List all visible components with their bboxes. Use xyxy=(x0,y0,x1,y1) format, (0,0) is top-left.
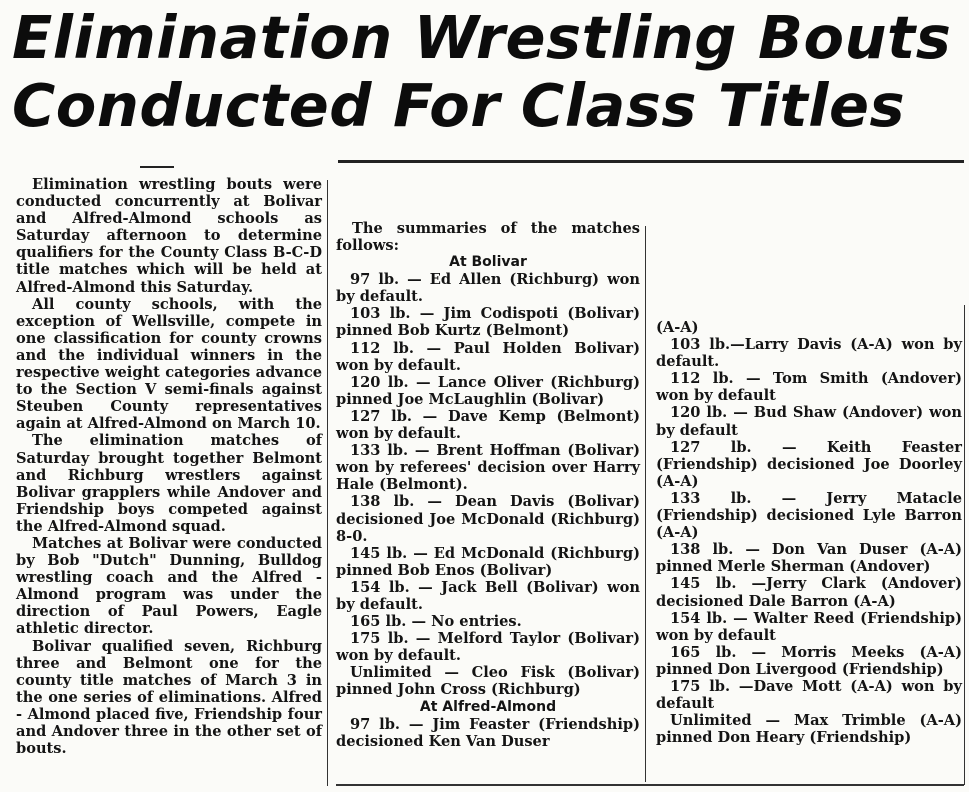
result-line: 103 lb.—Larry Davis (A-A) won by default. xyxy=(656,336,962,371)
article-headline xyxy=(12,4,962,140)
article-column-2 xyxy=(336,220,640,750)
result-line: 97 lb. — Ed Allen (Richburg) won by default. xyxy=(336,271,640,306)
result-line: 138 lb. — Dean Davis (Bolivar) decisioned Joe McDonald (Richburg) 8-0. xyxy=(336,493,640,545)
result-line: 133 lb. — Brent Hoffman (Bolivar) won by referees' decision over Harry Hale (Belmont). xyxy=(336,442,640,494)
result-line: 154 lb. — Walter Reed (Friendship) won by default xyxy=(656,609,962,644)
result-line: 112 lb. — Paul Holden Bolivar) won by default. xyxy=(336,339,640,374)
result-line: 145 lb. —Jerry Clark (Andover) decisioned Dale Barron (A-A) xyxy=(656,575,962,610)
paragraph: Bolivar qualified seven, Richburg three and Belmont one for the county title matches of March 3 in the one series of eliminations. Alfred - Almond placed five, Friendship four and Andover three in the other set of bouts. xyxy=(16,637,322,758)
result-line: 112 lb. — Tom Smith (Andover) won by default xyxy=(656,370,962,405)
column-divider-3 xyxy=(964,305,965,785)
article-column-3 xyxy=(656,319,962,746)
column-divider-2 xyxy=(645,226,646,782)
result-line: 145 lb. — Ed McDonald (Richburg) pinned Bob Enos (Bolivar) xyxy=(336,544,640,579)
result-line: 120 lb. — Lance Oliver (Richburg) pinned Joe McLaughlin (Bolivar) xyxy=(336,373,640,408)
result-line: Unlimited — Cleo Fisk (Bolivar) pinned John Cross (Richburg) xyxy=(336,664,640,699)
paragraph: The elimination matches of Saturday brought together Belmont and Richburg wrestlers against Bolivar grapplers while Andover and Friendship boys competed against the Alfred-Almond squad. xyxy=(16,432,322,535)
paragraph: Elimination wrestling bouts were conducted concurrently at Bolivar and Alfred-Almond schools as Saturday afternoon to determine qualifiers for the County Class B-C-D title matches which will be held at Alfred-Almond this Saturday. xyxy=(16,176,322,296)
result-line: 133 lb. — Jerry Matacle (Friendship) decisioned Lyle Barron (A-A) xyxy=(656,489,962,542)
result-line: 127 lb. — Dave Kemp (Belmont) won by default. xyxy=(336,407,640,443)
result-line: Unlimited — Max Trimble (A-A) pinned Don Heary (Friendship) xyxy=(656,712,962,747)
result-line: 127 lb. — Keith Feaster (Friendship) decisioned Joe Doorley (A-A) xyxy=(656,438,962,490)
headline-rule xyxy=(338,160,964,163)
result-line: 165 lb. — Morris Meeks (A-A) pinned Don Livergood (Friendship) xyxy=(656,643,962,678)
result-line: 103 lb. — Jim Codispoti (Bolivar) pinned Bob Kurtz (Belmont) xyxy=(336,305,640,340)
result-line: 154 lb. — Jack Bell (Bolivar) won by default. xyxy=(336,578,640,613)
headline-line-1: Elimination Wrestling Bouts xyxy=(12,3,952,72)
headline-line-2: Conducted For Class Titles xyxy=(12,71,906,140)
result-line: 138 lb. — Don Van Duser (A-A) pinned Merle Sherman (Andover) xyxy=(656,541,962,576)
result-line: 165 lb. — No entries. xyxy=(350,613,522,631)
result-line: 120 lb. — Bud Shaw (Andover) won by default xyxy=(656,404,962,439)
paragraph: All county schools, with the exception of Wellsville, compete in one classification for county crowns and the individual winners in the respective weight categories advance to the Section V semi-finals against Steuben County representatives again at Alfred-Almond on March 10. xyxy=(16,295,322,433)
result-line: 175 lb. —Dave Mott (A-A) won by default xyxy=(656,677,962,713)
column-divider-1 xyxy=(327,180,328,786)
result-continuation: (A-A) xyxy=(656,319,699,336)
bottom-rule xyxy=(336,784,964,786)
summary-intro: The summaries of the matches follows: xyxy=(336,220,640,255)
section-heading-alfred-almond: At Alfred-Almond xyxy=(419,698,557,715)
result-line: 175 lb. — Melford Taylor (Bolivar) won by default. xyxy=(336,630,640,665)
paragraph: Matches at Bolivar were conducted by Bob "Dutch" Dunning, Bulldog wrestling coach and the Alfred - Almond program was under the direction of Paul Powers, Eagle athletic director. xyxy=(16,534,322,638)
article-column-1 xyxy=(16,176,322,757)
section-heading-bolivar: At Bolivar xyxy=(449,254,527,271)
result-line: 97 lb. — Jim Feaster (Friendship) decisioned Ken Van Duser xyxy=(336,715,640,750)
dash-divider xyxy=(140,166,174,168)
